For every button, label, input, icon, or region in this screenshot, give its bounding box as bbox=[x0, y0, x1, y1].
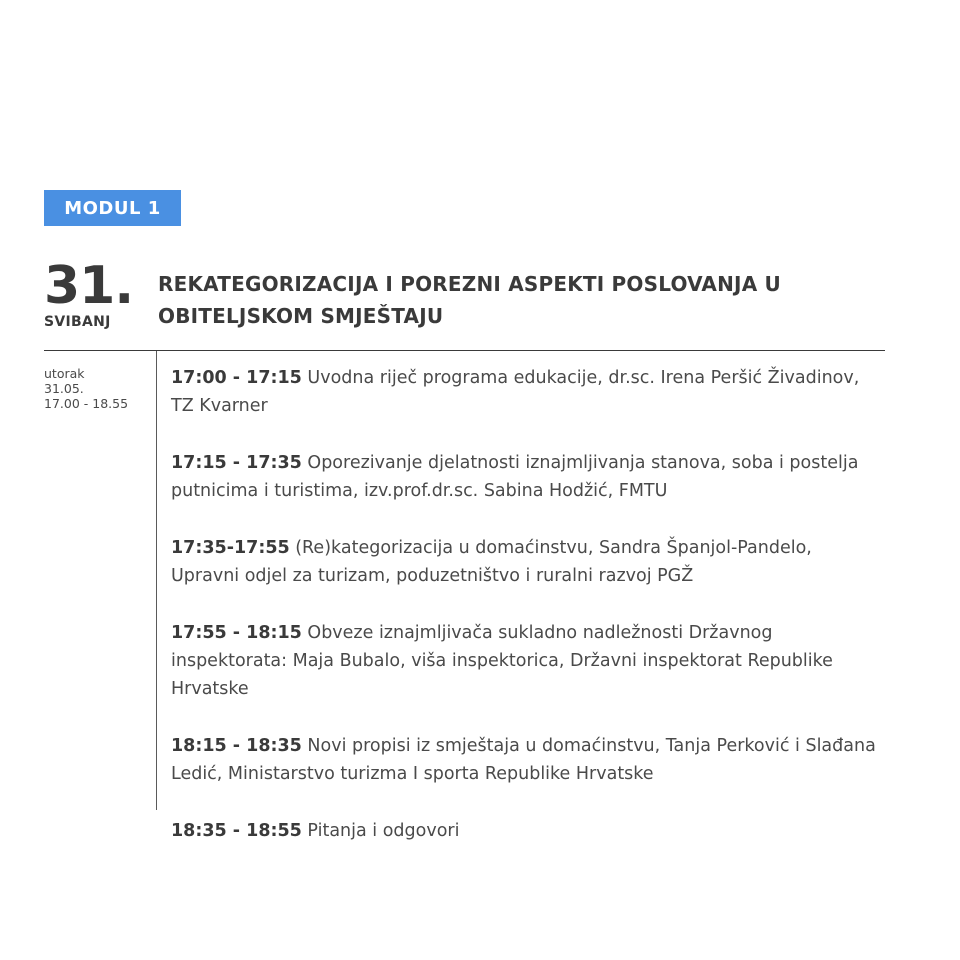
agenda-item-text: Obveze iznajmljivača sukladno nadležnosti Državnog inspektorata: Maja Bubalo, viša inspektorica, Državni inspektorat Republike Hrvatske bbox=[171, 623, 833, 699]
agenda-item-time: 17:15 - 17:35 bbox=[171, 453, 302, 473]
agenda-item-text: Novi propisi iz smještaja u domaćinstvu, Tanja Perković i Slađana Ledić, Ministarstvo turizma I sporta Republike Hrvatske bbox=[171, 736, 876, 784]
agenda-item-text: (Re)kategorizacija u domaćinstvu, Sandra Španjol-Pandelo, Upravni odjel za turizam, poduzetništvo i ruralni razvoj PGŽ bbox=[171, 538, 812, 586]
session-weekday: utorak bbox=[44, 366, 85, 381]
session-time: 17.00 - 18.55 bbox=[44, 396, 129, 411]
session-info bbox=[44, 366, 152, 411]
date-day: 31. bbox=[44, 256, 134, 316]
date-month: SVIBANJ bbox=[44, 314, 111, 330]
agenda-item-time: 17:55 - 18:15 bbox=[171, 623, 302, 643]
agenda-item-time: 17:35-17:55 bbox=[171, 538, 290, 558]
agenda-item-text: Uvodna riječ programa edukacije, dr.sc. Irena Peršić Živadinov, TZ Kvarner bbox=[171, 368, 860, 416]
agenda-item bbox=[171, 619, 876, 703]
date-block bbox=[44, 258, 154, 330]
agenda-item-time: 18:35 - 18:55 bbox=[171, 821, 302, 841]
horizontal-divider bbox=[44, 350, 885, 351]
agenda-item bbox=[171, 732, 876, 788]
agenda-item-text: Pitanja i odgovori bbox=[301, 821, 460, 841]
agenda-item bbox=[171, 449, 876, 505]
agenda-item-time: 18:15 - 18:35 bbox=[171, 736, 302, 756]
agenda-item bbox=[171, 534, 876, 590]
agenda-item-text: Oporezivanje djelatnosti iznajmljivanja stanova, soba i postelja putnicima i turistima, izv.prof.dr.sc. Sabina Hodžić, FMTU bbox=[171, 453, 859, 501]
page-title: REKATEGORIZACIJA I POREZNI ASPEKTI POSLOVANJA U OBITELJSKOM SMJEŠTAJU bbox=[158, 272, 781, 328]
vertical-divider bbox=[156, 351, 157, 810]
module-badge: MODUL 1 bbox=[44, 190, 181, 226]
session-date: 31.05. bbox=[44, 381, 84, 396]
agenda-item bbox=[171, 817, 876, 845]
agenda-item-time: 17:00 - 17:15 bbox=[171, 368, 302, 388]
agenda-item bbox=[171, 364, 876, 420]
agenda-list bbox=[171, 364, 876, 874]
